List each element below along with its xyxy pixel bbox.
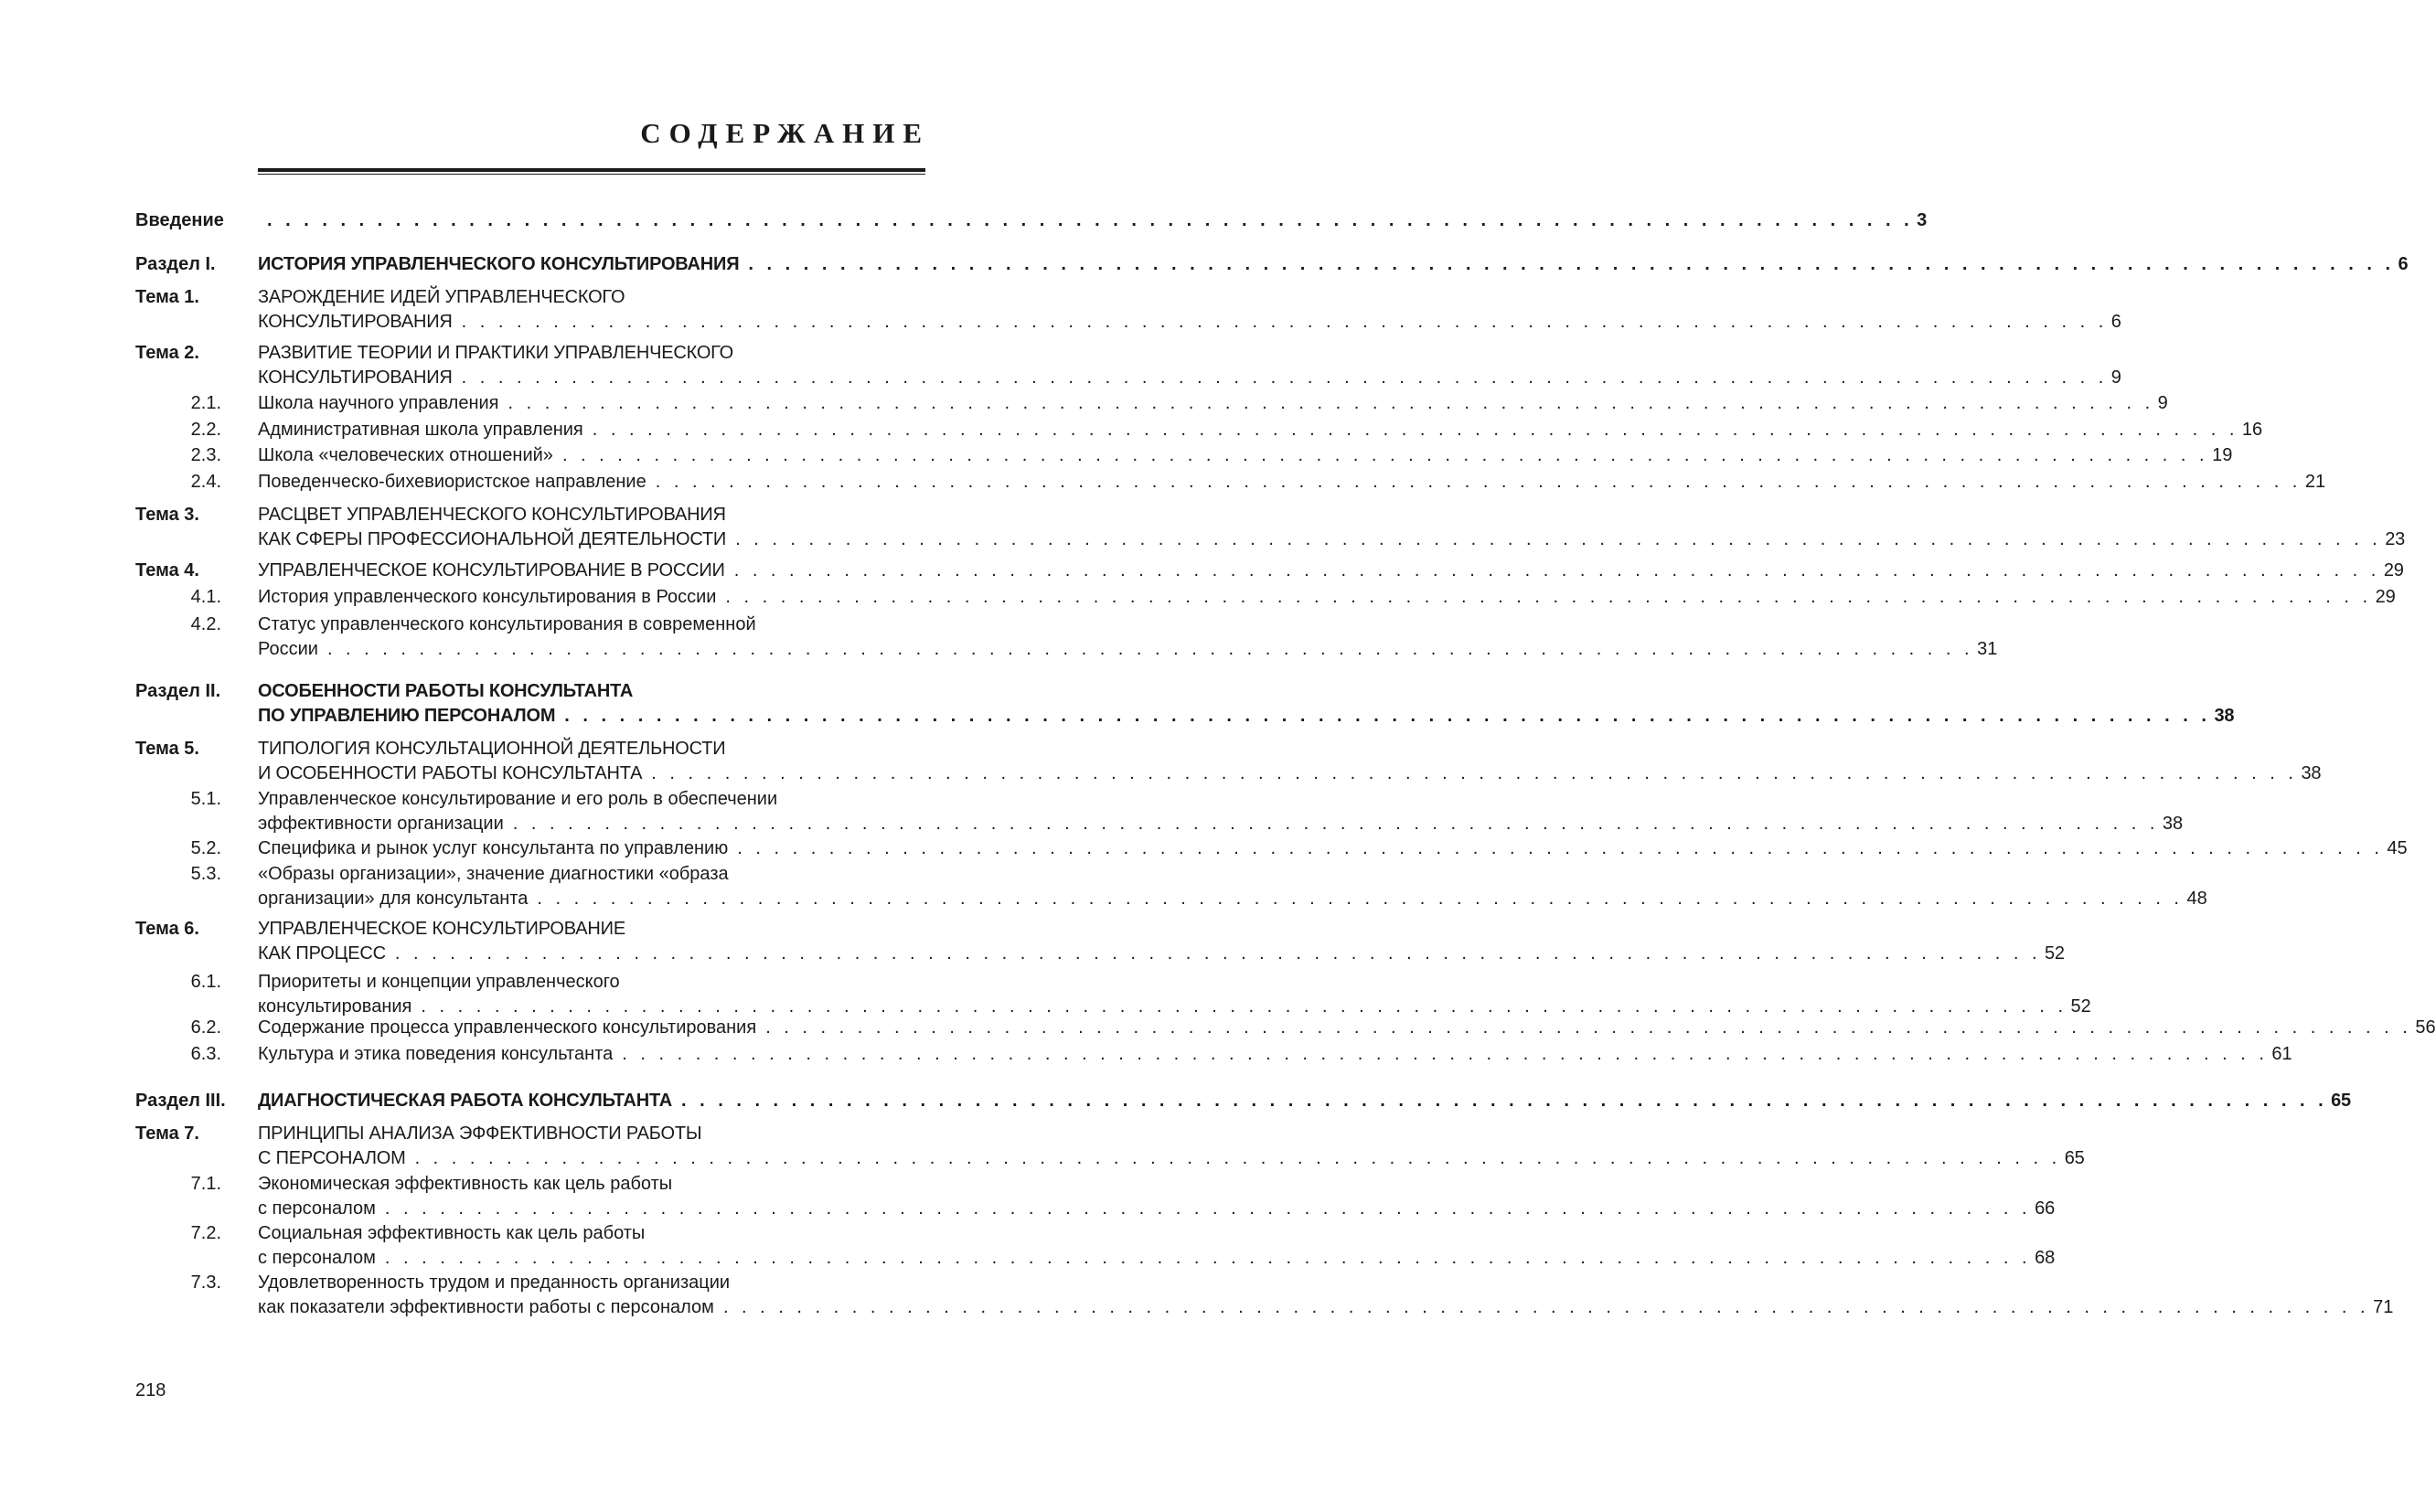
entry-body bbox=[258, 787, 2184, 836]
dot-leader: . . . . . . . . . . . . . . . . . . . . . . . . . . . . . . . . . . . . . . . . . . . . . . . . . . . . . . . . . . . . . . . . . . . . . . . . . . . . . . . . . . . . . . . . . . bbox=[384, 1248, 2032, 1268]
entry-body bbox=[258, 470, 2326, 495]
entry-body bbox=[258, 559, 2404, 583]
dot-leader: . . . . . . . . . . . . . . . . . . . . . . . . . . . . . . . . . . . . . . . . . . . . . . . . . . . . . . . . . . . . . . . . . . . . . . . . . . . . . . . . . . . . . . . . . . bbox=[655, 472, 2302, 492]
entry-title: ИСТОРИЯ УПРАВЛЕНЧЕСКОГО КОНСУЛЬТИРОВАНИЯ bbox=[258, 254, 740, 274]
entry-title: КАК СФЕРЫ ПРОФЕССИОНАЛЬНОЙ ДЕЯТЕЛЬНОСТИ bbox=[258, 529, 727, 549]
subsection-number: 6.2. bbox=[190, 1017, 221, 1038]
entry-title: как показатели эффективности работы с персоналом bbox=[258, 1297, 714, 1317]
entry-title: консультирования bbox=[258, 996, 412, 1017]
dot-leader: . . . . . . . . . . . . . . . . . . . . . . . . . . . . . . . . . . . . . . . . . . . . . . . . . . . . . . . . . . . . . . . . . . . . . . . . . . . . . . . . . . . . . . . . . . bbox=[421, 996, 2067, 1017]
entry-title-line: Экономическая эффективность как цель работы bbox=[258, 1174, 673, 1194]
entry-title-line: Удовлетворенность трудом и преданность организации bbox=[258, 1272, 731, 1293]
entry-body bbox=[258, 1221, 2056, 1271]
entry-title-line: РАЗВИТИЕ ТЕОРИИ И ПРАКТИКИ УПРАВЛЕНЧЕСКОГО bbox=[258, 343, 734, 363]
entry-last-line bbox=[258, 391, 2168, 416]
entry-title-line: ОСОБЕННОСТИ РАБОТЫ КОНСУЛЬТАНТА bbox=[258, 681, 634, 701]
page-ref: 38 bbox=[2162, 814, 2184, 834]
entry-body bbox=[258, 1042, 2292, 1067]
entry-title: ДИАГНОСТИЧЕСКАЯ РАБОТА КОНСУЛЬТАНТА bbox=[258, 1091, 672, 1111]
entry-title-line: Управленческое консультирование и его роль в обеспечении bbox=[258, 789, 778, 809]
page-title: СОДЕРЖАНИЕ bbox=[640, 117, 930, 149]
entry-title-line: «Образы организации», значение диагностики «образа bbox=[258, 864, 729, 884]
page-ref: 29 bbox=[2375, 587, 2396, 607]
entry-body bbox=[258, 443, 2233, 468]
entry-body bbox=[258, 1271, 2394, 1320]
topic-label: Тема 7. bbox=[135, 1123, 199, 1144]
entry-last-line bbox=[258, 366, 2121, 390]
page-ref: 65 bbox=[2064, 1148, 2085, 1168]
entry-title-line: УПРАВЛЕНЧЕСКОЕ КОНСУЛЬТИРОВАНИЕ bbox=[258, 919, 625, 939]
subsection-number: 2.3. bbox=[190, 445, 221, 465]
entry-body bbox=[258, 862, 2207, 911]
section-label: Раздел II. bbox=[135, 681, 221, 701]
entry-title: КОНСУЛЬТИРОВАНИЯ bbox=[258, 367, 453, 388]
topic-label: Тема 5. bbox=[135, 739, 199, 759]
entry-last-line bbox=[258, 1295, 2394, 1320]
entry-last-line bbox=[258, 470, 2326, 495]
entry-title: Административная школа управления bbox=[258, 420, 583, 440]
subsection-number: 5.3. bbox=[190, 864, 221, 884]
entry-last-line bbox=[258, 310, 2121, 335]
entry-last-line bbox=[258, 418, 2263, 442]
entry-last-line bbox=[258, 585, 2396, 610]
entry-last-line bbox=[258, 761, 2322, 786]
entry-title-line: Статус управленческого консультирования в современной bbox=[258, 614, 756, 634]
entry-body bbox=[258, 341, 2121, 390]
entry-body bbox=[258, 1016, 2436, 1040]
page-ref: 16 bbox=[2241, 420, 2263, 440]
entry-title: С ПЕРСОНАЛОМ bbox=[258, 1148, 406, 1168]
page-ref: 65 bbox=[2331, 1091, 2351, 1111]
entry-body bbox=[258, 252, 2409, 277]
entry-title: с персоналом bbox=[258, 1248, 376, 1268]
dot-leader: . . . . . . . . . . . . . . . . . . . . . . . . . . . . . . . . . . . . . . . . . . . . . . . . . . . . . . . . . . . . . . . . . . . . . . . . . . . . . . . . . . . . . . . . . . bbox=[561, 445, 2209, 465]
entry-last-line bbox=[258, 208, 1928, 233]
entry-title: организации» для консультанта bbox=[258, 889, 529, 909]
entry-title: УПРАВЛЕНЧЕСКОЕ КОНСУЛЬТИРОВАНИЕ В РОССИИ bbox=[258, 560, 725, 580]
entry-title-line: ЗАРОЖДЕНИЕ ИДЕЙ УПРАВЛЕНЧЕСКОГО bbox=[258, 287, 625, 307]
dot-leader: . . . . . . . . . . . . . . . . . . . . . . . . . . . . . . . . . . . . . . . . . . . . . . . . . . . . . . . . . . . . . . . . . . . . . . . . . . . . . . . . . . . . . . . . . . bbox=[722, 1297, 2370, 1317]
subsection-number: 4.2. bbox=[190, 614, 221, 634]
dot-leader: . . . . . . . . . . . . . . . . . . . . . . . . . . . . . . . . . . . . . . . . . . . . . . . . . . . . . . . . . . . . . . . . . . . . . . . . . . . . . . . . . . . . . . . . . . bbox=[765, 1017, 2412, 1038]
dot-leader: . . . . . . . . . . . . . . . . . . . . . . . . . . . . . . . . . . . . . . . . . . . . . . . . . . . . . . . . . . . . . . . . . . . . . . . . . . . . . . . . . . . . . . . . . . bbox=[508, 393, 2154, 413]
subsection-number: 7.3. bbox=[190, 1272, 221, 1293]
dot-leader: . . . . . . . . . . . . . . . . . . . . . . . . . . . . . . . . . . . . . . . . . . . . . . . . . . . . . . . . . . . . . . . . . . . . . . . . . . . . . . . . . . . . . . . . . . bbox=[394, 943, 2041, 964]
entry-last-line bbox=[258, 1089, 2351, 1113]
dot-leader: . . . . . . . . . . . . . . . . . . . . . . . . . . . . . . . . . . . . . . . . . . . . . . . . . . . . . . . . . . . . . . . . . . . . . . . . . . . . . . . . . . . . . . . . . . bbox=[622, 1044, 2269, 1064]
topic-label: Тема 6. bbox=[135, 919, 199, 939]
subsection-number: 4.1. bbox=[190, 587, 221, 607]
page-ref: 38 bbox=[2214, 706, 2235, 726]
dot-leader: . . . . . . . . . . . . . . . . . . . . . . . . . . . . . . . . . . . . . . . . . . . . . . . . . . . . . . . . . . . . . . . . . . . . . . . . . . . . . . . . . . . . . . . . . . bbox=[735, 529, 2382, 549]
subsection-number: 5.2. bbox=[190, 838, 221, 858]
entry-body bbox=[258, 208, 1928, 233]
page-ref: 21 bbox=[2304, 472, 2326, 492]
page-ref: 29 bbox=[2383, 560, 2404, 580]
topic-label: Тема 2. bbox=[135, 343, 199, 363]
entry-title: Содержание процесса управленческого консультирования bbox=[258, 1017, 757, 1038]
subsection-number: 5.1. bbox=[190, 789, 221, 809]
entry-body bbox=[258, 612, 1998, 662]
intro-label: Введение bbox=[135, 210, 224, 230]
page-ref: 6 bbox=[2398, 254, 2409, 274]
entry-title-line: ПРИНЦИПЫ АНАЛИЗА ЭФФЕКТИВНОСТИ РАБОТЫ bbox=[258, 1123, 702, 1144]
subsection-number: 2.1. bbox=[190, 393, 221, 413]
topic-label: Тема 3. bbox=[135, 505, 199, 525]
page-ref: 19 bbox=[2212, 445, 2233, 465]
entry-last-line bbox=[258, 527, 2406, 552]
page-ref: 71 bbox=[2373, 1297, 2394, 1317]
dot-leader: . . . . . . . . . . . . . . . . . . . . . . . . . . . . . . . . . . . . . . . . . . . . . . . . . . . . . . . . . . . . . . . . . . . . . . . . . . . . . . . . . . . . . . . . . . bbox=[461, 312, 2108, 332]
entry-body bbox=[258, 418, 2263, 442]
entry-title-line: Социальная эффективность как цель работы bbox=[258, 1223, 646, 1243]
entry-last-line bbox=[258, 1146, 2085, 1171]
entry-body bbox=[258, 917, 2065, 966]
page-ref: 66 bbox=[2035, 1198, 2056, 1219]
entry-last-line bbox=[258, 443, 2233, 468]
entry-title: КАК ПРОЦЕСС bbox=[258, 943, 386, 964]
subsection-number: 7.1. bbox=[190, 1174, 221, 1194]
page-ref: 45 bbox=[2387, 838, 2408, 858]
entry-title: И ОСОБЕННОСТИ РАБОТЫ КОНСУЛЬТАНТА bbox=[258, 763, 643, 783]
entry-body bbox=[258, 737, 2322, 786]
entry-title: КОНСУЛЬТИРОВАНИЯ bbox=[258, 312, 453, 332]
entry-body bbox=[258, 679, 2235, 729]
page-ref: 9 bbox=[2110, 367, 2121, 388]
dot-leader: . . . . . . . . . . . . . . . . . . . . . . . . . . . . . . . . . . . . . . . . . . . . . . . . . . . . . . . . . . . . . . . . . . . . . . . . . . . . . . . . . . . . . . . . . . bbox=[737, 838, 2384, 858]
page-ref: 6 bbox=[2110, 312, 2121, 332]
entry-body bbox=[258, 1122, 2085, 1171]
subsection-number: 6.3. bbox=[190, 1044, 221, 1064]
topic-label: Тема 1. bbox=[135, 287, 199, 307]
dot-leader: . . . . . . . . . . . . . . . . . . . . . . . . . . . . . . . . . . . . . . . . . . . . . . . . . . . . . . . . . . . . . . . . . . . . . . . . . . . . . . . . . . . . . . . . . . bbox=[651, 763, 2298, 783]
dot-leader: . . . . . . . . . . . . . . . . . . . . . . . . . . . . . . . . . . . . . . . . . . . . . . . . . . . . . . . . . . . . . . . . . . . . . . . . . . . . . . . . . . . . . . . . . . bbox=[748, 254, 2395, 274]
page-ref: 38 bbox=[2301, 763, 2322, 783]
dot-leader: . . . . . . . . . . . . . . . . . . . . . . . . . . . . . . . . . . . . . . . . . . . . . . . . . . . . . . . . . . . . . . . . . . . . . . . . . . . . . . . . . . . . . . . . . . bbox=[267, 210, 1914, 230]
dot-leader: . . . . . . . . . . . . . . . . . . . . . . . . . . . . . . . . . . . . . . . . . . . . . . . . . . . . . . . . . . . . . . . . . . . . . . . . . . . . . . . . . . . . . . . . . . bbox=[564, 706, 2211, 726]
entry-last-line bbox=[258, 559, 2404, 583]
entry-last-line bbox=[258, 1246, 2056, 1271]
entry-title-line: Приоритеты и концепции управленческого bbox=[258, 972, 620, 992]
entry-body bbox=[258, 391, 2168, 416]
entry-title-line: РАСЦВЕТ УПРАВЛЕНЧЕСКОГО КОНСУЛЬТИРОВАНИЯ bbox=[258, 505, 726, 525]
subsection-number: 2.2. bbox=[190, 420, 221, 440]
entry-body bbox=[258, 503, 2406, 552]
entry-last-line bbox=[258, 1042, 2292, 1067]
page-ref: 9 bbox=[2157, 393, 2168, 413]
entry-title: Культура и этика поведения консультанта bbox=[258, 1044, 614, 1064]
section-label: Раздел I. bbox=[135, 254, 216, 274]
entry-title: Школа научного управления bbox=[258, 393, 499, 413]
entry-body bbox=[258, 1089, 2351, 1113]
dot-leader: . . . . . . . . . . . . . . . . . . . . . . . . . . . . . . . . . . . . . . . . . . . . . . . . . . . . . . . . . . . . . . . . . . . . . . . . . . . . . . . . . . . . . . . . . . bbox=[537, 889, 2184, 909]
entry-body bbox=[258, 970, 2091, 1019]
page-number: 218 bbox=[135, 1380, 166, 1400]
entry-last-line bbox=[258, 1016, 2436, 1040]
section-label: Раздел III. bbox=[135, 1091, 226, 1111]
entry-body bbox=[258, 285, 2121, 335]
entry-last-line bbox=[258, 1197, 2056, 1221]
page-ref: 68 bbox=[2035, 1248, 2056, 1268]
entry-last-line bbox=[258, 942, 2065, 966]
entry-last-line bbox=[258, 812, 2184, 836]
dot-leader: . . . . . . . . . . . . . . . . . . . . . . . . . . . . . . . . . . . . . . . . . . . . . . . . . . . . . . . . . . . . . . . . . . . . . . . . . . . . . . . . . . . . . . . . . . bbox=[592, 420, 2238, 440]
entry-title: История управленческого консультирования в России bbox=[258, 587, 717, 607]
dot-leader: . . . . . . . . . . . . . . . . . . . . . . . . . . . . . . . . . . . . . . . . . . . . . . . . . . . . . . . . . . . . . . . . . . . . . . . . . . . . . . . . . . . . . . . . . . bbox=[512, 814, 2159, 834]
subsection-number: 7.2. bbox=[190, 1223, 221, 1243]
dot-leader: . . . . . . . . . . . . . . . . . . . . . . . . . . . . . . . . . . . . . . . . . . . . . . . . . . . . . . . . . . . . . . . . . . . . . . . . . . . . . . . . . . . . . . . . . . bbox=[326, 639, 1974, 659]
dot-leader: . . . . . . . . . . . . . . . . . . . . . . . . . . . . . . . . . . . . . . . . . . . . . . . . . . . . . . . . . . . . . . . . . . . . . . . . . . . . . . . . . . . . . . . . . . bbox=[414, 1148, 2061, 1168]
page-ref: 23 bbox=[2385, 529, 2406, 549]
entry-body bbox=[258, 836, 2408, 861]
entry-title: эффективности организации bbox=[258, 814, 504, 834]
entry-last-line bbox=[258, 836, 2408, 861]
page-ref: 61 bbox=[2271, 1044, 2292, 1064]
entry-title: России bbox=[258, 639, 318, 659]
subsection-number: 2.4. bbox=[190, 472, 221, 492]
entry-last-line bbox=[258, 704, 2235, 729]
dot-leader: . . . . . . . . . . . . . . . . . . . . . . . . . . . . . . . . . . . . . . . . . . . . . . . . . . . . . . . . . . . . . . . . . . . . . . . . . . . . . . . . . . . . . . . . . . bbox=[461, 367, 2108, 388]
dot-leader: . . . . . . . . . . . . . . . . . . . . . . . . . . . . . . . . . . . . . . . . . . . . . . . . . . . . . . . . . . . . . . . . . . . . . . . . . . . . . . . . . . . . . . . . . . bbox=[384, 1198, 2032, 1219]
page-ref: 3 bbox=[1917, 210, 1928, 230]
entry-last-line bbox=[258, 637, 1998, 662]
entry-title: с персоналом bbox=[258, 1198, 376, 1219]
page-ref: 56 bbox=[2415, 1017, 2436, 1038]
entry-title: Поведенческо-бихевиористское направление bbox=[258, 472, 646, 492]
entry-last-line bbox=[258, 887, 2207, 911]
entry-title: ПО УПРАВЛЕНИЮ ПЕРСОНАЛОМ bbox=[258, 706, 556, 726]
page-ref: 48 bbox=[2186, 889, 2207, 909]
entry-title-line: ТИПОЛОГИЯ КОНСУЛЬТАЦИОННОЙ ДЕЯТЕЛЬНОСТИ bbox=[258, 739, 726, 759]
dot-leader: . . . . . . . . . . . . . . . . . . . . . . . . . . . . . . . . . . . . . . . . . . . . . . . . . . . . . . . . . . . . . . . . . . . . . . . . . . . . . . . . . . . . . . . . . . bbox=[725, 587, 2372, 607]
entry-body bbox=[258, 1172, 2056, 1221]
page-ref: 52 bbox=[2070, 996, 2091, 1017]
entry-title: Специфика и рынок услуг консультанта по управлению bbox=[258, 838, 729, 858]
page-ref: 31 bbox=[1977, 639, 1998, 659]
dot-leader: . . . . . . . . . . . . . . . . . . . . . . . . . . . . . . . . . . . . . . . . . . . . . . . . . . . . . . . . . . . . . . . . . . . . . . . . . . . . . . . . . . . . . . . . . . bbox=[733, 560, 2380, 580]
entry-last-line bbox=[258, 252, 2409, 277]
page-ref: 52 bbox=[2045, 943, 2065, 964]
topic-label: Тема 4. bbox=[135, 560, 199, 580]
entry-title: Школа «человеческих отношений» bbox=[258, 445, 553, 465]
subsection-number: 6.1. bbox=[190, 972, 221, 992]
entry-body bbox=[258, 585, 2396, 610]
dot-leader: . . . . . . . . . . . . . . . . . . . . . . . . . . . . . . . . . . . . . . . . . . . . . . . . . . . . . . . . . . . . . . . . . . . . . . . . . . . . . . . . . . . . . . . . . . bbox=[680, 1091, 2328, 1111]
